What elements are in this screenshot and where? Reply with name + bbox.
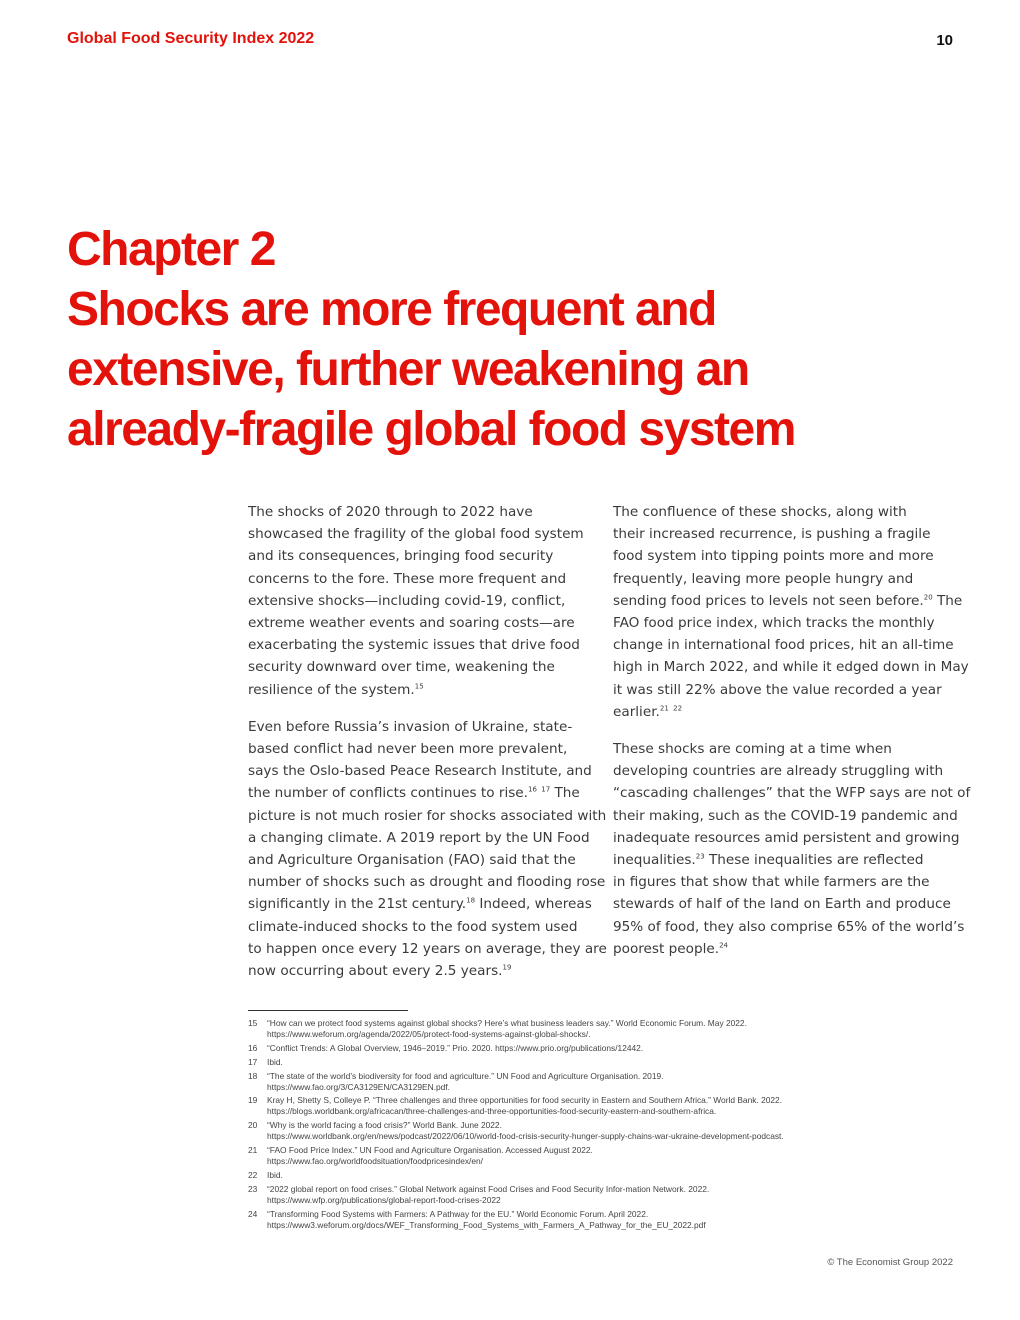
- footnote-ref[interactable]: 18: [466, 896, 476, 905]
- footnote-ref[interactable]: 20: [923, 593, 933, 602]
- chapter-title-line: Shocks are more frequent and: [67, 283, 716, 336]
- text-fragment: The: [550, 785, 580, 802]
- page-number: 10: [936, 32, 953, 49]
- footnote-text: “FAO Food Price Index.” UN Food and Agriculture Organisation. Accessed August 2022.: [267, 1145, 593, 1156]
- chapter-label: Chapter 2: [67, 223, 275, 276]
- footnote: [248, 1120, 948, 1142]
- text-line: exacerbating the systemic issues that drive food: [248, 637, 580, 654]
- text-line: extensive shocks—including covid-19, conflict,: [248, 592, 566, 609]
- footnotes: [248, 1018, 948, 1233]
- text-fragment: inequalities.: [613, 852, 696, 869]
- text-line: high in March 2022, and while it edged down in May: [613, 659, 969, 676]
- text-fragment: These inequalities are reflected: [704, 852, 924, 869]
- text-line: [248, 960, 593, 982]
- copyright-notice: © The Economist Group 2022: [827, 1257, 953, 1268]
- text-fragment: Indeed, whereas: [475, 896, 592, 913]
- footnote-ref[interactable]: 16: [528, 785, 537, 794]
- footnote-text: “How can we protect food systems against global shocks? Here’s what business leaders say.” World Economic Forum. May 2022.: [267, 1018, 747, 1028]
- footnote-text: Ibid.: [267, 1169, 283, 1180]
- text-fragment: the number of conflicts continues to rise.: [248, 785, 528, 802]
- text-line: showcased the fragility of the global food system: [248, 526, 584, 543]
- footnote-number: 21: [248, 1145, 258, 1156]
- footnote: [248, 1043, 948, 1054]
- footnote-link[interactable]: https://www3.weforum.org/docs/WEF_Transforming_Food_Systems_with_Farmers_A_Pathway_for_the_EU_2022.pdf: [267, 1219, 706, 1230]
- footnote: [248, 1184, 948, 1206]
- text-line: extreme weather events and soaring costs—are: [248, 615, 575, 632]
- footnote: [248, 1170, 948, 1181]
- footnote: [248, 1071, 948, 1093]
- footnote-number: 22: [248, 1169, 258, 1180]
- text-line: in figures that show that while farmers are the: [613, 874, 930, 891]
- text-line: These shocks are coming at a time when: [613, 741, 892, 758]
- footnote-text: Ibid.: [267, 1056, 283, 1067]
- text-fragment: sending food prices to levels not seen before.: [613, 592, 924, 609]
- footnote-ref[interactable]: 17: [541, 785, 551, 794]
- footnote-number: 24: [248, 1208, 258, 1219]
- footnote-link[interactable]: https://www.fao.org/worldfoodsituation/foodpricesindex/en/: [267, 1155, 484, 1166]
- text-line: to happen once every 12 years on average, they are: [248, 940, 607, 957]
- text-line: [248, 679, 593, 701]
- text-line: developing countries are already struggling with: [613, 763, 944, 780]
- footnote-text: “Transforming Food Systems with Farmers: A Pathway for the EU.” World Economic Forum. April 2022.: [267, 1208, 649, 1219]
- footnote-number: 15: [248, 1018, 258, 1028]
- text-line: their increased recurrence, is pushing a fragile: [613, 526, 931, 543]
- text-fragment: earlier.: [613, 703, 660, 720]
- footnote: [248, 1209, 948, 1231]
- text-line: “cascading challenges” that the WFP says are not of: [613, 785, 971, 802]
- text-line: 95% of food, they also comprise 65% of the world’s: [613, 918, 965, 935]
- text-line: FAO food price index, which tracks the monthly: [613, 615, 935, 632]
- text-line: picture is not much rosier for shocks associated with: [248, 807, 607, 824]
- footnote-text: “Conflict Trends: A Global Overview, 1946–2019.” Prio. 2020. https://www.prio.org/publications/12442.: [267, 1042, 644, 1053]
- text-line: says the Oslo-based Peace Research Institute, and: [248, 763, 592, 780]
- text-line: The shocks of 2020 through to 2022 have: [248, 504, 533, 520]
- footnote-link[interactable]: https://www.worldbank.org/en/news/podcast/2022/06/10/world-food-crisis-security-hunger-supply-chains-war-ukraine-development-podcast.: [267, 1131, 784, 1142]
- text-line: [248, 782, 593, 804]
- footnote-ref[interactable]: 21: [659, 704, 669, 713]
- footnote-text: “Why is the world facing a food crisis?” World Bank. June 2022.: [267, 1120, 502, 1131]
- footnote-number: 18: [248, 1070, 258, 1081]
- text-line: frequently, leaving more people hungry and: [613, 570, 914, 587]
- text-line: their making, such as the COVID-19 pandemic and: [613, 807, 958, 824]
- text-line: change in international food prices, hit an all-time: [613, 637, 954, 654]
- text-line: security downward over time, weakening the: [248, 659, 555, 676]
- text-line: [248, 893, 593, 915]
- footnote-text: “The state of the world’s biodiversity for food and agriculture.” UN Food and Agriculture Organisation. 2019.: [267, 1070, 664, 1081]
- footnote-number: 17: [248, 1056, 258, 1067]
- footnote-divider: [248, 1010, 408, 1011]
- footnote-ref[interactable]: 22: [673, 704, 683, 713]
- text-line: a changing climate. A 2019 report by the UN Food: [248, 829, 590, 846]
- text-fragment: poorest people.: [613, 940, 720, 957]
- footnote-link[interactable]: https://blogs.worldbank.org/africacan/three-challenges-and-three-opportunities-food-security-eastern-and-southern-africa.: [267, 1106, 717, 1117]
- body-column-right: [613, 501, 971, 975]
- footnote-ref[interactable]: 15: [414, 682, 424, 691]
- text-line: Even before Russia’s invasion of Ukraine, state-: [248, 718, 573, 735]
- footnote: [248, 1057, 948, 1068]
- text-line: [613, 701, 958, 723]
- text-fragment: now occurring about every 2.5 years.: [248, 963, 503, 980]
- text-line: The confluence of these shocks, along with: [613, 504, 907, 520]
- footnote: [248, 1145, 948, 1167]
- text-line: concerns to the fore. These more frequent and: [248, 570, 567, 587]
- paragraph: [613, 738, 971, 960]
- text-line: based conflict had never been more prevalent,: [248, 741, 568, 758]
- footnote-number: 16: [248, 1042, 258, 1053]
- text-line: and its consequences, bringing food security: [248, 548, 554, 565]
- body-column-left: [248, 501, 607, 997]
- text-line: food system into tipping points more and more: [613, 548, 934, 565]
- chapter-heading: [67, 220, 967, 460]
- footnote-number: 20: [248, 1120, 258, 1131]
- chapter-title-line: already-fragile global food system: [67, 403, 795, 456]
- footnote-link[interactable]: https://www.fao.org/3/CA3129EN/CA3129EN.pdf.: [267, 1081, 450, 1092]
- text-line: climate-induced shocks to the food system used: [248, 918, 578, 935]
- running-title: Global Food Security Index 2022: [67, 30, 315, 47]
- footnote-ref[interactable]: 24: [719, 941, 728, 950]
- text-line: inadequate resources amid persistent and growing: [613, 829, 960, 846]
- text-line: number of shocks such as drought and flooding rose: [248, 874, 606, 891]
- text-line: [613, 938, 958, 960]
- footnote-number: 23: [248, 1183, 258, 1194]
- footnote-text: Kray H, Shetty S, Colleye P. “Three challenges and three opportunities for food security in Eastern and Southern Africa.” World Bank. 2022.: [267, 1095, 783, 1106]
- paragraph: [613, 501, 969, 723]
- paragraph: [248, 501, 593, 701]
- footnote-ref[interactable]: 23: [695, 852, 705, 861]
- text-fragment: resilience of the system.: [248, 681, 415, 698]
- paragraph: [248, 716, 607, 982]
- text-line: and Agriculture Organisation (FAO) said that the: [248, 852, 576, 869]
- footnote: [248, 1018, 948, 1040]
- text-line: stewards of half of the land on Earth and produce: [613, 896, 951, 913]
- text-line: [613, 590, 963, 612]
- text-line: it was still 22% above the value recorded a year: [613, 681, 942, 698]
- footnote-number: 19: [248, 1095, 258, 1106]
- footnote-ref[interactable]: 19: [502, 963, 512, 972]
- footnote-text: “2022 global report on food crises.” Global Network against Food Crises and Food Security Infor-mation Network. 2022.: [267, 1183, 710, 1194]
- footnote-link[interactable]: https://www.weforum.org/agenda/2022/05/protect-food-systems-against-global-shocks/.: [267, 1028, 591, 1039]
- text-fragment: significantly in the 21st century.: [248, 896, 467, 913]
- chapter-title-line: extensive, further weakening an: [67, 343, 749, 396]
- footnote-link[interactable]: https://www.wfp.org/publications/global-report-food-crises-2022: [267, 1194, 501, 1205]
- text-line: [613, 849, 958, 871]
- text-fragment: The: [932, 592, 963, 609]
- footnote: [248, 1095, 948, 1117]
